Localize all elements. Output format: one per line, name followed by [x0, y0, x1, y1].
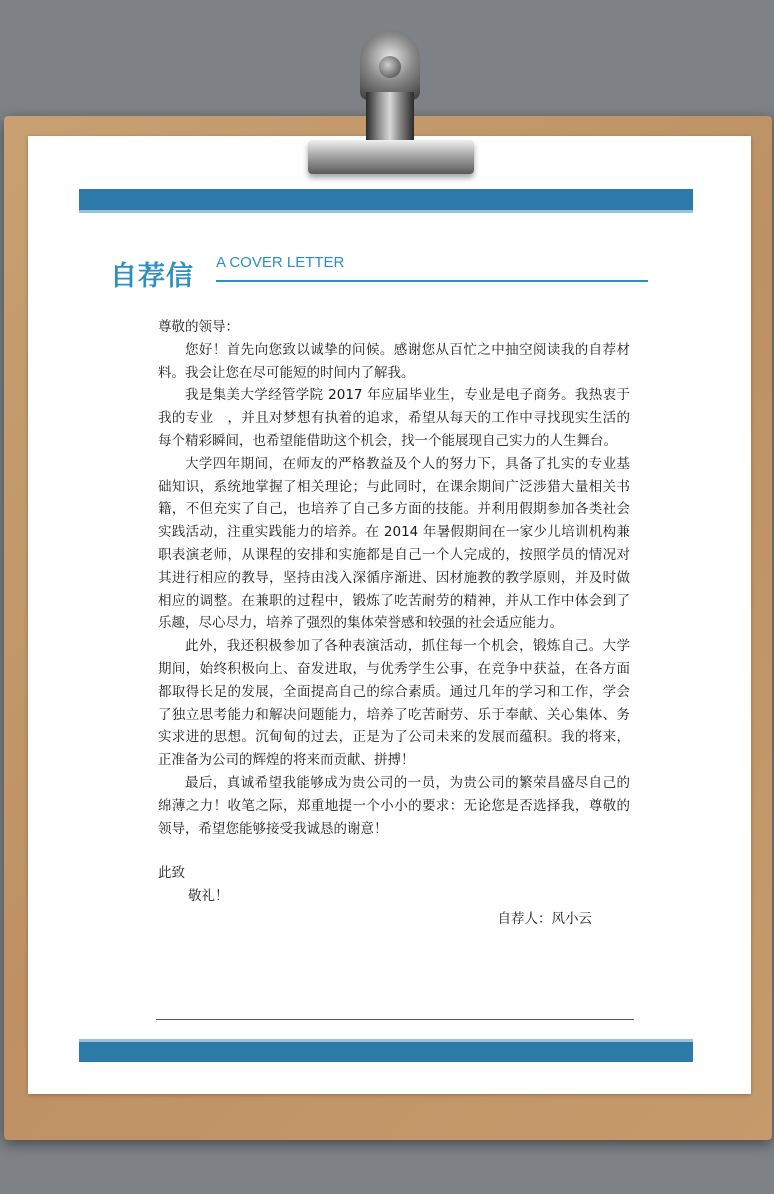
- title-underline: [216, 280, 648, 282]
- closing-line-1: 此致: [158, 865, 185, 882]
- binder-clip-base: [308, 140, 474, 174]
- closing-line-2: 敬礼！: [188, 888, 229, 905]
- letter-paragraph: 我是集美大学经管学院 2017 年应届毕业生，专业是电子商务。我热衷于我的专业 ，并且对梦想有执着的追求，希望从每天的工作中寻找现实生活的每个精彩瞬间，也希望能借助这个机会，找一个能展现自己实力的人生舞台。: [158, 387, 630, 449]
- letter-paragraph: 最后，真诚希望我能够成为贵公司的一员，为贵公司的繁荣昌盛尽自己的绵薄之力！收笔之际，郑重地提一个小小的要求：无论您是否选择我，尊敬的领导，希望您能够接受我诚恳的谢意！: [158, 774, 630, 837]
- binder-clip-neck: [366, 92, 414, 144]
- letter-closing: [158, 862, 630, 930]
- letter-paragraph: 您好！首先向您致以诚挚的问候。感谢您从百忙之中抽空阅读我的自荐材料。我会让您在尽可能短的时间内了解我。: [158, 341, 630, 381]
- page-subtitle: A COVER LETTER: [216, 254, 345, 271]
- header-accent-bar: [79, 189, 693, 210]
- letter-body: [158, 316, 630, 931]
- letter-paragraph: 大学四年期间，在师友的严格教益及个人的努力下，具备了扎实的专业基础知识，系统地掌握了相关理论；与此同时，在课余期间广泛涉猎大量相关书籍，不但充实了自己，也培养了自己多方面的技能。并利用假期参加各类社会实践活动，注重实践能力的培养。在 2014 年暑假期间在一家少儿培训机构兼职表演老师，从课程的安排和实施都是自己一个人完成的，按照学员的情况对其进行相应的教导，坚持由浅入深循序渐进、因材施教的教学原则，并及时做相应的调整。在兼职的过程中，锻炼了吃苦耐劳的精神，并从工作中体会到了乐趣，尽心尽力，培养了强烈的集体荣誉感和较强的社会适应能力。: [158, 455, 630, 632]
- footer-accent-bar: [79, 1042, 693, 1062]
- letter-salutation: 尊敬的领导：: [158, 319, 239, 335]
- letter-signer: 自荐人：风小云: [497, 910, 592, 927]
- footer-divider: [156, 1019, 634, 1020]
- binder-clip-hole: [379, 56, 401, 78]
- page-title: 自荐信: [110, 261, 194, 292]
- letter-paragraph: 此外，我还积极参加了各种表演活动，抓住每一个机会，锻炼自己。大学期间，始终积极向上、奋发进取，与优秀学生公事，在竞争中获益，在各方面都取得长足的发展，全面提高自己的综合素质。通过几年的学习和工作，学会了独立思考能力和解决问题能力，培养了吃苦耐劳、乐于奉献、关心集体、务实求进的思想。沉甸甸的过去，正是为了公司未来的发展而蕴积。我的将来，正准备为公司的辉煌的将来而贡献、拼搏！: [158, 638, 630, 769]
